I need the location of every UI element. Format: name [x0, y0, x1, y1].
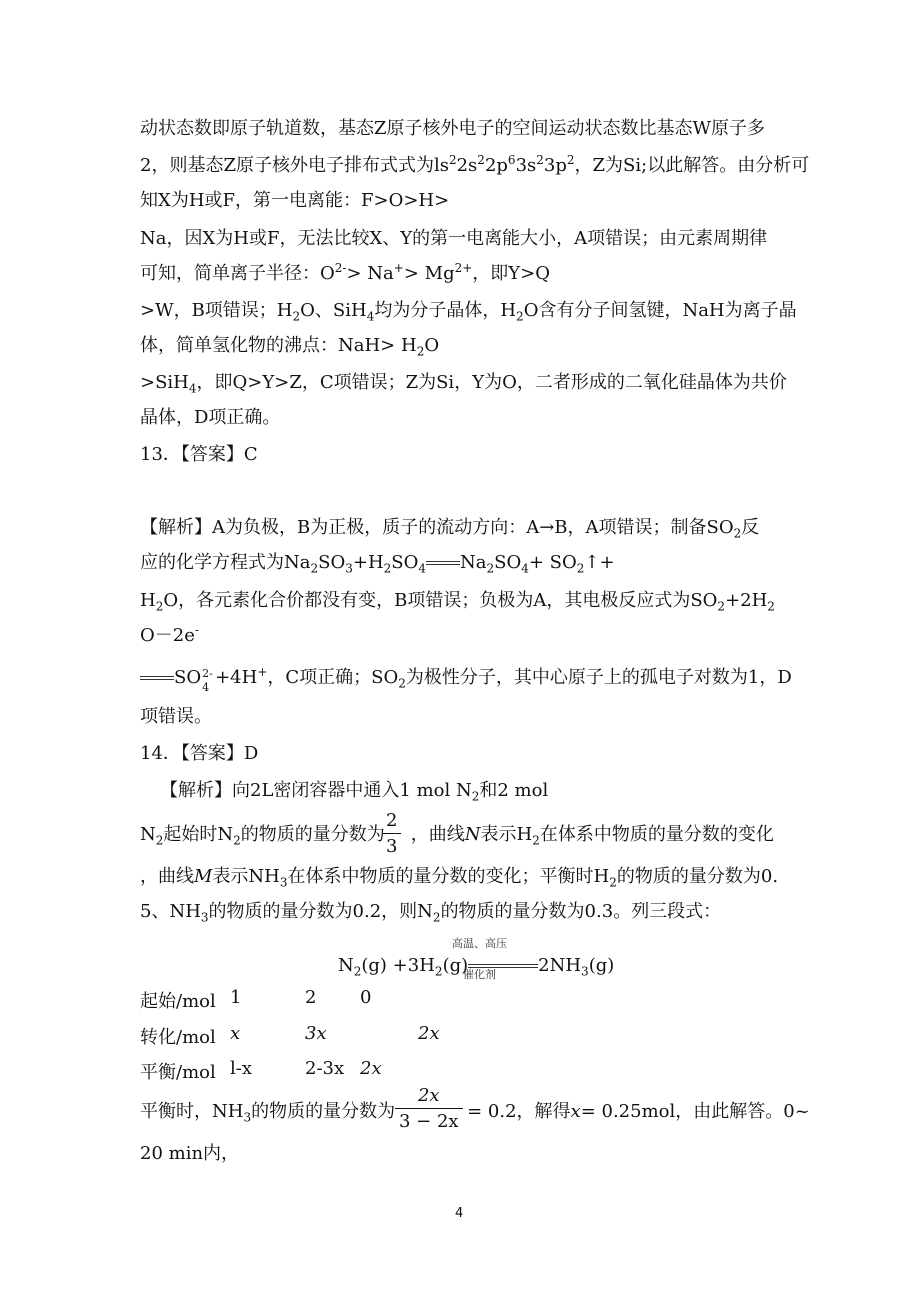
equals-sign-double: [426, 561, 460, 565]
text-line: $N_2$起始时$N_2$的物质的量分数为 ，曲线N表示$H_2$在体系中物质的量分数的变化: [140, 824, 774, 848]
equilibrium-equation: $N_2(g) +3H_2(g)$ $2NH_3(g)$: [338, 955, 615, 979]
page-number: 4: [455, 1206, 464, 1221]
cell: 2: [305, 987, 317, 1008]
answer-13: 13．【答案】C: [140, 444, 258, 465]
cell: x: [230, 1023, 241, 1044]
answer-14: 14．【答案】D: [140, 743, 259, 764]
text-line: Na，因X为H或F，无法比较X、Y的第一电离能大小，A项错误；由元素周期律: [140, 228, 768, 249]
cell: 3x: [305, 1023, 327, 1044]
text-line: 应的化学方程式为$Na_2SO_3+H_2SO_4$ $Na_2SO_4+$ $SO_2↑+$: [140, 552, 615, 576]
cell: 2x: [360, 1058, 382, 1079]
fraction-2x-over-3-minus-2x: 2x 3 − 2x: [395, 1085, 463, 1132]
text-line: 5、$NH_3$的物质的量分数为0.2，则$N_2$的物质的量分数为0.3。列三段式：: [140, 901, 722, 925]
text-line: 体，简单氢化物的沸点：$NaH> H_2O$: [140, 335, 440, 359]
text-line: SO 2- 4 +4H+，C项正确；$SO_2$为极性分子，其中心原子上的孤电子对数为1，D: [140, 667, 792, 689]
text-line: 知X为H或F，第一电离能：F>O>H>: [140, 190, 450, 211]
text-line: 动状态数即原子轨道数，基态Z原子核外电子的空间运动状态数比基态W原子多: [140, 118, 766, 139]
cell: 2x: [418, 1023, 440, 1044]
cell: l-x: [230, 1058, 252, 1079]
reaction-condition-bottom: 催化剂: [463, 968, 496, 981]
row-label: 起始/mol: [140, 991, 216, 1012]
reaction-condition-top: 高温、高压: [452, 937, 507, 950]
text-line: O－2e-: [140, 623, 199, 646]
text-line: ，曲线M表示$NH_3$在体系中物质的量分数的变化；平衡时$H_2$的物质的量分数为0.: [140, 866, 779, 890]
row-label: 平衡/mol: [140, 1062, 216, 1083]
fraction-two-thirds: 2 3: [382, 810, 401, 857]
text-line: 项错误。: [140, 706, 212, 727]
text-line: 【解析】向2L密闭容器中通入1 mol $N_2$和2 mol: [160, 780, 549, 804]
text-line: 平衡时，$NH_3$的物质的量分数为 = 0.2，解得x= 0.25mol，由此解答。0~: [140, 1101, 810, 1125]
row-label: 转化/mol: [140, 1027, 216, 1048]
cell: 1: [230, 987, 242, 1008]
cell: 2-3x: [305, 1058, 345, 1079]
text-line: 【解析】A为负极，B为正极，质子的流动方向：A→B，A项错误；制备$SO_2$反: [140, 517, 760, 541]
text-line: 晶体，D项正确。: [140, 407, 281, 428]
text-line: >W，B项错误；$H_2O$、SiH$_4$均为分子晶体，$H_2O$含有分子间氢键，NaH为离子晶: [140, 300, 797, 324]
text-line: $H_2O$，各元素化合价都没有变，B项错误；负极为A，其电极反应式为$SO_2+2H_2$: [140, 590, 775, 614]
cell: 0: [360, 987, 372, 1008]
text-line: 2，则基态Z原子核外电子排布式式为$ls^22s^22p^63s^23p^2$，Z为Si;以此解答。由分析可: [140, 153, 810, 176]
text-line: 可知，简单离子半径：$O^{2-}> Na^+> Mg^{2+}$，即Y>Q: [140, 261, 551, 284]
text-line: >SiH$_4$，即Q>Y>Z，C项错误；Z为Si，Y为O，二者形成的二氧化硅晶体为共价: [140, 372, 787, 396]
equals-sign-double: [140, 676, 174, 680]
text-line: 20 min内，: [140, 1143, 240, 1164]
